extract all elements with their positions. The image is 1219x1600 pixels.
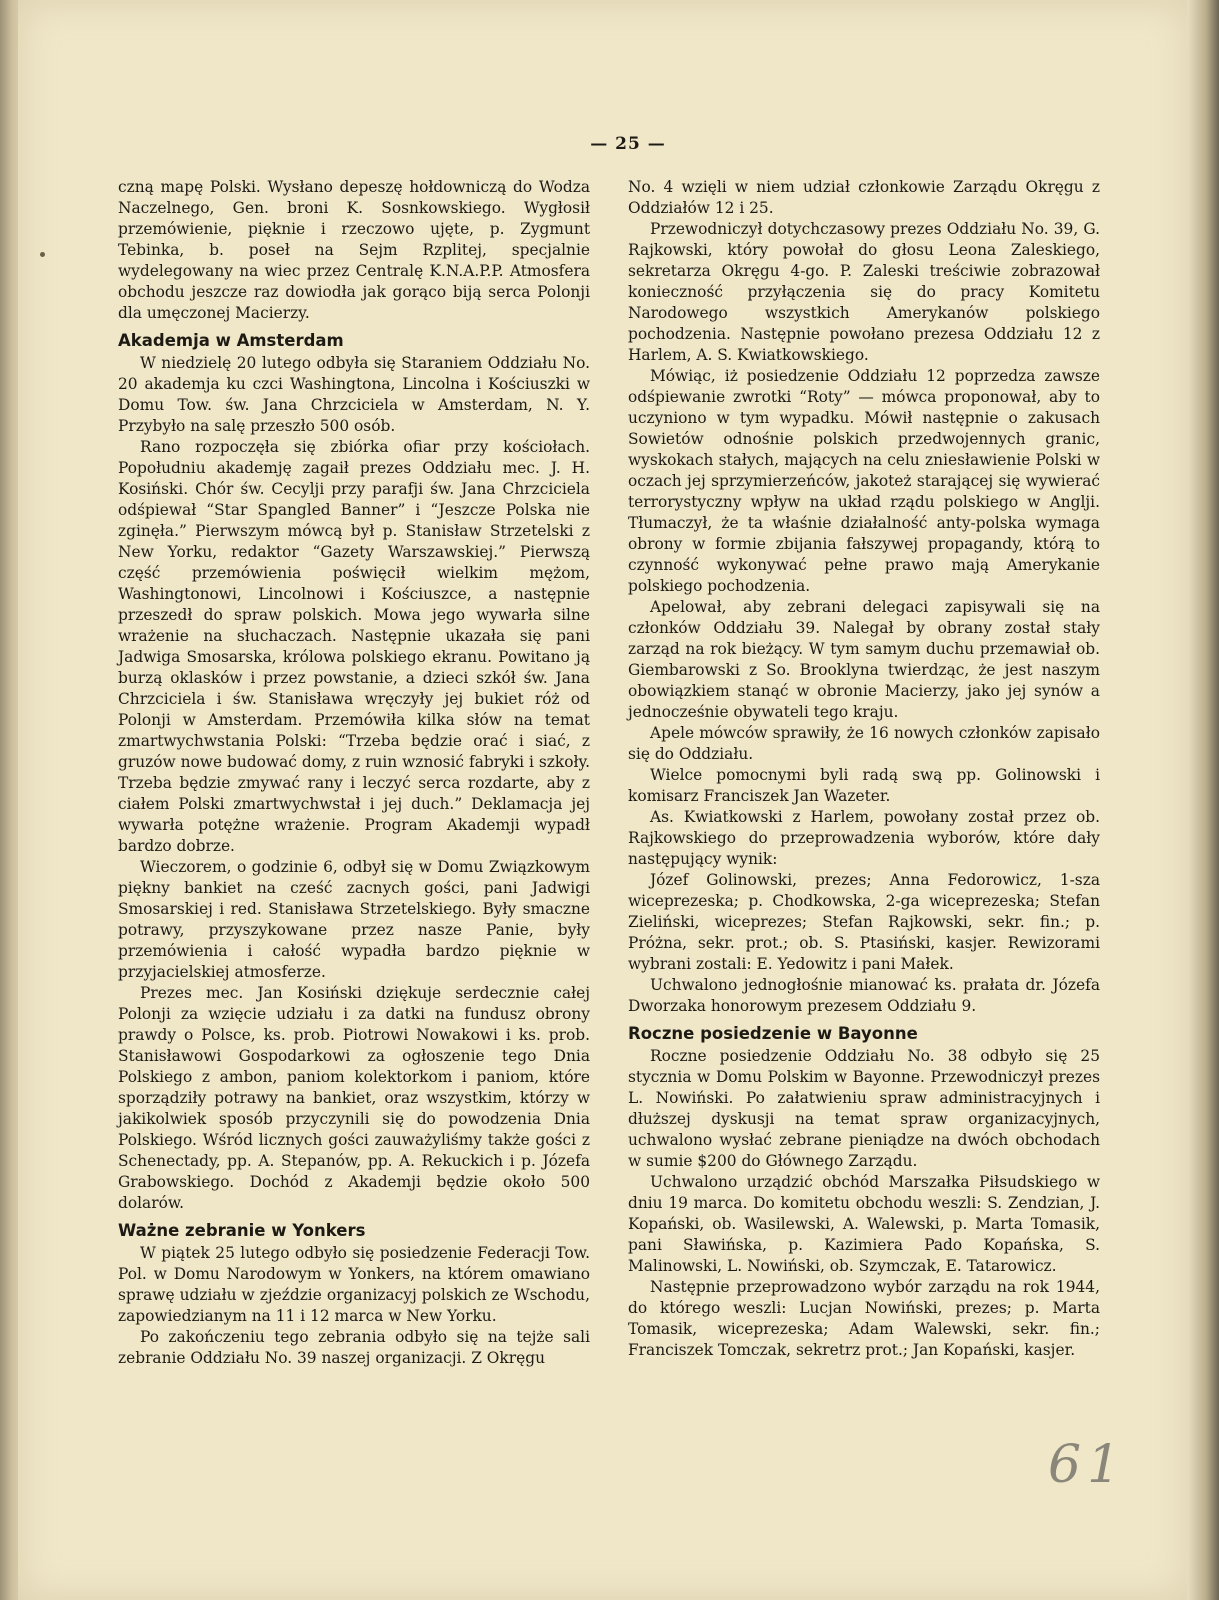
paragraph: No. 4 wzięli w niem udział członkowie Zarządu Okręgu z Oddziałów 12 i 25. xyxy=(628,178,1100,217)
page-number: — 25 — xyxy=(590,134,666,154)
paragraph: Mówiąc, iż posiedzenie Oddziału 12 poprzedza zawsze odśpiewanie zwrotki “Roty” — mówca proponował, aby to uczyniono w tym wypadku. Mówił następnie o zakusach Sowietów odnośnie polskich przedwojennych granic, wyskokach stałych, mających na celu zniesławienie Polski w oczach jej sprzymierzeńców, jakoteż starającej się wywierać terrorystyczny wpływ na układ rządu polskiego w Anglji. Tłumaczył, że ta właśnie działalność anty-polska wymaga obrony w formie zbijania fałszywej propagandy, którą to czynność wykonywać pełne prawo mają Amerykanie polskiego pochodzenia. xyxy=(628,367,1100,595)
right-column xyxy=(628,177,1100,1361)
paragraph: Uchwalono jednogłośnie mianować ks. prałata dr. Józefa Dworzaka honorowym prezesem Oddziału 9. xyxy=(628,976,1100,1015)
paragraph: czną mapę Polski. Wysłano depeszę hołdowniczą do Wodza Naczelnego, Gen. broni K. Sosnkowskiego. Wygłosił przemówienie, pięknie i rzeczowo ujęte, p. Zygmunt Tebinka, b. poseł na Sejm Rzplitej, specjalnie wydelegowany na wiec przez Centralę K.N.A.P.P. Atmosfera obchodu jeszcze raz dowiodła jak gorąco biją serca Polonji dla umęczonej Macierzy. xyxy=(118,178,590,322)
paragraph: As. Kwiatkowski z Harlem, powołany został przez ob. Rajkowskiego do przeprowadzenia wyborów, które dały następujący wynik: xyxy=(628,808,1100,868)
paragraph: W piątek 25 lutego odbyło się posiedzenie Federacji Tow. Pol. w Domu Narodowym w Yonkers, na którem omawiano sprawę udziału w zjeździe organizacyj polskich ze Wschodu, zapowiedzianym na 11 i 12 marca w New Yorku. xyxy=(118,1244,590,1325)
paragraph: Józef Golinowski, prezes; Anna Fedorowicz, 1-sza wiceprezeska; p. Chodkowska, 2-ga wiceprezeska; Stefan Zieliński, wiceprezes; Stefan Rajkowski, sekr. fin.; p. Próżna, sekr. prot.; ob. S. Ptasiński, kasjer. Rewizorami wybrani zostali: E. Yedowitz i pani Małek. xyxy=(628,871,1100,973)
paragraph: Prezes mec. Jan Kosiński dziękuje serdecznie całej Polonji za wzięcie udziału i za datki na fundusz obrony prawdy o Polsce, ks. prob. Piotrowi Nowakowi i ks. prob. Stanisławowi Gospodarkowi za ogłoszenie tego Dnia Polskiego z ambon, paniom kolektorkom i paniom, które sporządziły potrawy na bankiet, oraz wszystkim, którzy w jakikolwiek sposób przyczynili się do powodzenia Dnia Polskiego. Wśród licznych gości zauważyliśmy także gości z Schenectady, pp. A. Stepanów, pp. A. Rekuckich i p. Józefa Grabowskiego. Dochód z Akademji będzie około 500 dolarów. xyxy=(118,984,590,1212)
paragraph: Po zakończeniu tego zebrania odbyło się na tejże sali zebranie Oddziału No. 39 naszej organizacji. Z Okręgu xyxy=(118,1328,590,1367)
handwritten-page-note: 61 xyxy=(1048,1435,1127,1495)
left-column xyxy=(118,177,590,1369)
paragraph: W niedzielę 20 lutego odbyła się Staraniem Oddziału No. 20 akademja ku czci Washingtona, Lincolna i Kościuszki w Domu Tow. św. Jana Chrzciciela w Amsterdam, N. Y. Przybyło na salę przeszło 500 osób. xyxy=(118,354,590,435)
paragraph: Następnie przeprowadzono wybór zarządu na rok 1944, do którego weszli: Lucjan Nowiński, prezes; p. Marta Tomasik, wiceprezeska; Adam Walewski, sekr. fin.; Franciszek Tomczak, sekretrz prot.; Jan Kopański, kasjer. xyxy=(628,1278,1100,1359)
punch-mark xyxy=(40,252,45,257)
section-heading: Ważne zebranie w Yonkers xyxy=(118,1221,366,1240)
page-edge xyxy=(1187,0,1219,1600)
paragraph: Uchwalono urządzić obchód Marszałka Piłsudskiego w dniu 19 marca. Do komitetu obchodu weszli: S. Zendzian, J. Kopański, ob. Wasilewski, A. Walewski, p. Marta Tomasik, pani Sławińska, p. Kazimiera Pado Kopańska, S. Malinowski, L. Nowiński, ob. Szymczak, E. Tatarowicz. xyxy=(628,1173,1100,1275)
paragraph: Wielce pomocnymi byli radą swą pp. Golinowski i komisarz Franciszek Jan Wazeter. xyxy=(628,766,1100,805)
page xyxy=(18,0,1190,1600)
section-heading: Akademja w Amsterdam xyxy=(118,331,344,350)
paragraph: Przewodniczył dotychczasowy prezes Oddziału No. 39, G. Rajkowski, który powołał do głosu Leona Zaleskiego, sekretarza Okręgu 4-go. P. Zaleski treściwie zobrazował konieczność przyłączenia się do pracy Komitetu Narodowego wszystkich Amerykanów polskiego pochodzenia. Następnie powołano prezesa Oddziału 12 z Harlem, A. S. Kwiatkowskiego. xyxy=(628,220,1100,364)
paragraph: Rano rozpoczęła się zbiórka ofiar przy kościołach. Popołudniu akademję zagaił prezes Oddziału mec. J. H. Kosiński. Chór św. Cecylji przy parafji św. Jana Chrzciciela odśpiewał “Star Spangled Banner” i “Jeszcze Polska nie zginęła.” Pierwszym mówcą był p. Stanisław Strzetelski z New Yorku, redaktor “Gazety Warszawskiej.” Pierwszą część przemówienia poświęcił wielkim mężom, Washingtonowi, Lincolnowi i Kościuszce, a następnie przeszedł do spraw polskich. Mowa jego wywarła silne wrażenie na słuchaczach. Następnie ukazała się pani Jadwiga Smosarska, królowa polskiego ekranu. Powitano ją burzą oklasków i przez powstanie, a dzieci szkół św. Jana Chrzciciela i św. Stanisława wręczyły jej bukiet róż od Polonji w Amsterdam. Przemówiła kilka słów na temat zmartwychwstania Polski: “Trzeba będzie orać i siać, z gruzów nowe budować domy, z ruin wznosić fabryki i szkoły. Trzeba będzie zmywać rany i leczyć serca rozdarte, aby z ciałem Polski zmartwychwstał i jej duch.” Deklamacja jej wywarła potężne wrażenie. Program Akademji wypadł bardzo dobrze. xyxy=(118,438,590,855)
section-heading: Roczne posiedzenie w Bayonne xyxy=(628,1024,918,1043)
paragraph: Roczne posiedzenie Oddziału No. 38 odbyło się 25 stycznia w Domu Polskim w Bayonne. Przewodniczył prezes L. Nowiński. Po załatwieniu spraw administracyjnych i dłuższej dyskusji na temat spraw organizacyjnych, uchwalono wysłać zebrane pieniądze na dwóch obchodach w sumie $200 do Głównego Zarządu. xyxy=(628,1047,1100,1170)
paragraph: Apelował, aby zebrani delegaci zapisywali się na członków Oddziału 39. Nalegał by obrany został stały zarząd na rok bieżący. W tym samym duchu przemawiał ob. Giembarowski z So. Brooklyna twierdząc, że jest naszym obowiązkiem stanąć w obronie Macierzy, jako jej synów a jednocześnie obywateli tego kraju. xyxy=(628,598,1100,721)
paragraph: Wieczorem, o godzinie 6, odbył się w Domu Związkowym piękny bankiet na cześć zacnych gości, pani Jadwigi Smosarskiej i red. Stanisława Strzetelskiego. Były smaczne potrawy, przyszykowane przez nasze Panie, były przemówienia i całość wypadła bardzo pięknie w przyjacielskiej atmosferze. xyxy=(118,858,590,981)
paragraph: Apele mówców sprawiły, że 16 nowych członków zapisało się do Oddziału. xyxy=(628,724,1100,763)
